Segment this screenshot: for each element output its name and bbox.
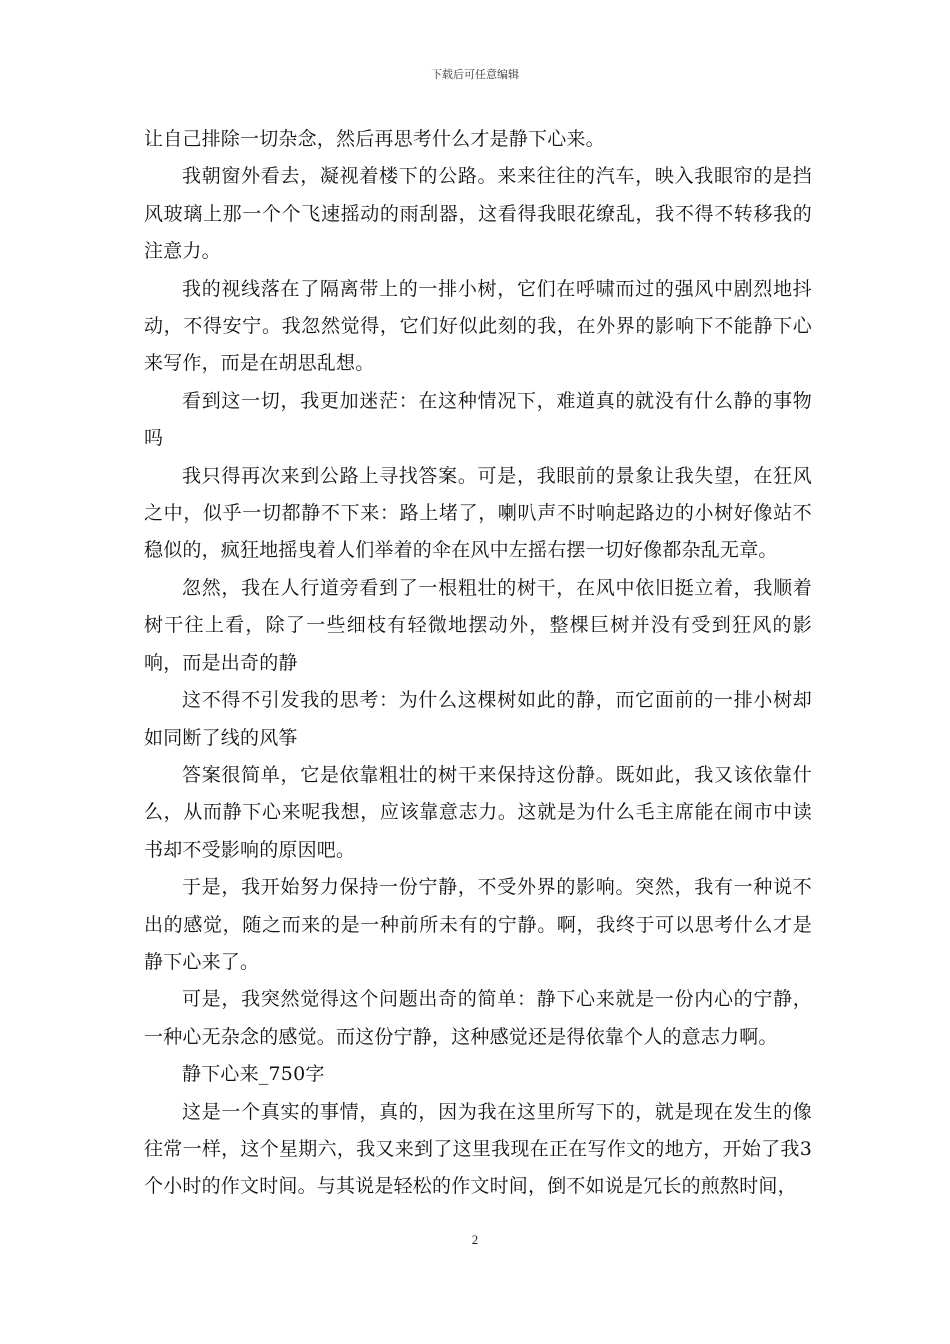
section-title: 静下心来_750字 — [182, 1063, 325, 1086]
paragraph-9: 可是，我突然觉得这个问题出奇的简单：静下心来就是一份内心的宁静，一种心无杂念的感觉。而这份宁静，这种感觉还是得依靠个人的意志力啊。 — [144, 988, 812, 1048]
paragraph-2: 我的视线落在了隔离带上的一排小树，它们在呼啸而过的强风中剧烈地抖动，不得安宁。我忽然觉得，它们好似此刻的我，在外界的影响下不能静下心来写作，而是在胡思乱想。 — [144, 277, 812, 375]
paragraph-1: 我朝窗外看去，凝视着楼下的公路。来来往往的汽车，映入我眼帘的是挡风玻璃上那一个个飞速摇动的雨刮器，这看得我眼花缭乱，我不得不转移我的注意力。 — [144, 165, 812, 263]
paragraph-11: 这是一个真实的事情，真的，因为我在这里所写下的，就是现在发生的像往常一样，这个星期六，我又来到了这里我现在正在写作文的地方，开始了我3个小时的作文时间。与其说是轻松的作文时间，倒不如说是冗长的煎熬时间， — [144, 1100, 812, 1198]
paragraph-6: 这不得不引发我的思考：为什么这棵树如此的静，而它面前的一排小树却如同断了线的风筝 — [144, 689, 812, 749]
paragraph-0: 让自己排除一切杂念，然后再思考什么才是静下心来。 — [144, 128, 605, 150]
paragraph-8: 于是，我开始努力保持一份宁静，不受外界的影响。突然，我有一种说不出的感觉，随之而来的是一种前所未有的宁静。啊，我终于可以思考什么才是静下心来了。 — [144, 876, 812, 973]
page-number: 2 — [471, 1232, 479, 1247]
paragraph-4: 我只得再次来到公路上寻找答案。可是，我眼前的景象让我失望，在狂风之中，似乎一切都静不下来：路上堵了，喇叭声不时响起路边的小树好像站不稳似的，疯狂地摇曳着人们举着的伞在风中左摇右摆一切好像都杂乱无章。 — [144, 464, 812, 562]
page-header: 下载后可任意编辑 — [431, 68, 519, 81]
document-body — [144, 121, 812, 1206]
paragraph-3: 看到这一切，我更加迷茫：在这种情况下，难道真的就没有什么静的事物吗 — [144, 389, 812, 450]
paragraph-5: 忽然，我在人行道旁看到了一根粗壮的树干，在风中依旧挺立着，我顺着树干往上看，除了一些细枝有轻微地摆动外，整棵巨树并没有受到狂风的影响，而是出奇的静 — [144, 576, 812, 674]
paragraph-7: 答案很简单，它是依靠粗壮的树干来保持这份静。既如此，我又该依靠什么，从而静下心来呢我想，应该靠意志力。这就是为什么毛主席能在闹市中读书却不受影响的原因吧。 — [144, 763, 812, 861]
